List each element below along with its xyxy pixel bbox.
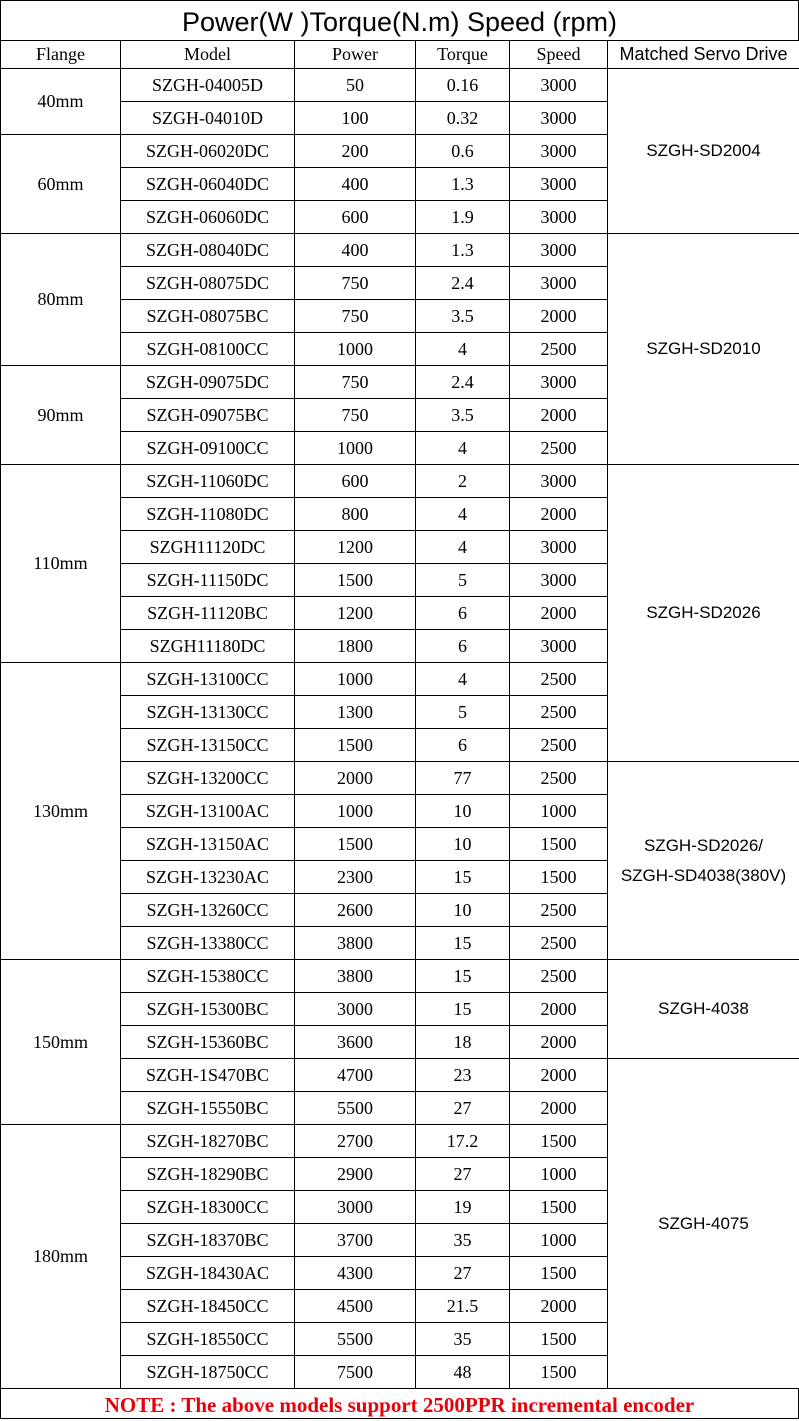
speed-cell: 3000 — [510, 465, 608, 498]
table-row — [1, 762, 799, 795]
power-cell: 5500 — [295, 1092, 416, 1125]
torque-cell: 35 — [416, 1323, 510, 1356]
torque-cell: 18 — [416, 1026, 510, 1059]
flange-cell: 80mm — [1, 234, 121, 366]
torque-cell: 10 — [416, 795, 510, 828]
speed-cell: 3000 — [510, 69, 608, 102]
speed-cell: 3000 — [510, 234, 608, 267]
model-cell: SZGH-15360BC — [121, 1026, 295, 1059]
torque-cell: 15 — [416, 927, 510, 960]
speed-cell: 1500 — [510, 1191, 608, 1224]
matched-drive-cell — [608, 1059, 799, 1389]
speed-cell: 1500 — [510, 1125, 608, 1158]
torque-cell: 15 — [416, 861, 510, 894]
torque-cell: 17.2 — [416, 1125, 510, 1158]
speed-cell: 1500 — [510, 1356, 608, 1389]
power-cell: 3700 — [295, 1224, 416, 1257]
model-cell: SZGH-08040DC — [121, 234, 295, 267]
power-cell: 1500 — [295, 564, 416, 597]
power-cell: 3000 — [295, 993, 416, 1026]
speed-cell: 2000 — [510, 993, 608, 1026]
speed-cell: 3000 — [510, 102, 608, 135]
model-cell: SZGH-13230AC — [121, 861, 295, 894]
speed-cell: 1500 — [510, 861, 608, 894]
model-cell: SZGH-18290BC — [121, 1158, 295, 1191]
header-power: Power — [295, 41, 416, 69]
torque-cell: 19 — [416, 1191, 510, 1224]
torque-cell: 4 — [416, 333, 510, 366]
torque-cell: 10 — [416, 828, 510, 861]
power-cell: 4500 — [295, 1290, 416, 1323]
table-row — [1, 69, 799, 102]
torque-cell: 15 — [416, 993, 510, 1026]
torque-cell: 3.5 — [416, 300, 510, 333]
speed-cell: 2500 — [510, 927, 608, 960]
speed-cell: 2000 — [510, 1290, 608, 1323]
torque-cell: 27 — [416, 1257, 510, 1290]
model-cell: SZGH-1S470BC — [121, 1059, 295, 1092]
torque-cell: 3.5 — [416, 399, 510, 432]
speed-cell: 3000 — [510, 630, 608, 663]
torque-cell: 2.4 — [416, 267, 510, 300]
power-cell: 2000 — [295, 762, 416, 795]
torque-cell: 4 — [416, 663, 510, 696]
torque-cell: 21.5 — [416, 1290, 510, 1323]
speed-cell: 1500 — [510, 1323, 608, 1356]
power-cell: 1000 — [295, 333, 416, 366]
model-cell: SZGH-06040DC — [121, 168, 295, 201]
header-flange: Flange — [1, 41, 121, 69]
model-cell: SZGH-08100CC — [121, 333, 295, 366]
model-cell: SZGH-09075BC — [121, 399, 295, 432]
torque-cell: 4 — [416, 531, 510, 564]
drive-name: SZGH-4038 — [658, 999, 749, 1018]
flange-cell: 60mm — [1, 135, 121, 234]
encoder-note: NOTE : The above models support 2500PPR incremental encoder — [0, 1389, 799, 1419]
speed-cell: 2500 — [510, 663, 608, 696]
power-cell: 1000 — [295, 663, 416, 696]
speed-cell: 3000 — [510, 531, 608, 564]
torque-cell: 48 — [416, 1356, 510, 1389]
speed-cell: 1000 — [510, 1224, 608, 1257]
speed-cell: 3000 — [510, 201, 608, 234]
speed-cell: 2000 — [510, 399, 608, 432]
model-cell: SZGH-18300CC — [121, 1191, 295, 1224]
power-cell: 3000 — [295, 1191, 416, 1224]
torque-cell: 35 — [416, 1224, 510, 1257]
power-cell: 1200 — [295, 531, 416, 564]
drive-name: SZGH-SD2026/ — [644, 836, 763, 855]
power-cell: 750 — [295, 267, 416, 300]
power-cell: 7500 — [295, 1356, 416, 1389]
torque-cell: 0.16 — [416, 69, 510, 102]
model-cell: SZGH-11060DC — [121, 465, 295, 498]
speed-cell: 2500 — [510, 729, 608, 762]
speed-cell: 2000 — [510, 498, 608, 531]
torque-cell: 27 — [416, 1158, 510, 1191]
speed-cell: 2500 — [510, 432, 608, 465]
speed-cell: 3000 — [510, 267, 608, 300]
speed-cell: 1000 — [510, 795, 608, 828]
power-cell: 4300 — [295, 1257, 416, 1290]
model-cell: SZGH-11120BC — [121, 597, 295, 630]
power-cell: 2700 — [295, 1125, 416, 1158]
torque-cell: 4 — [416, 498, 510, 531]
power-cell: 400 — [295, 168, 416, 201]
power-cell: 200 — [295, 135, 416, 168]
power-cell: 3600 — [295, 1026, 416, 1059]
drive-name: SZGH-4075 — [658, 1214, 749, 1233]
model-cell: SZGH-18270BC — [121, 1125, 295, 1158]
torque-cell: 15 — [416, 960, 510, 993]
speed-cell: 2500 — [510, 333, 608, 366]
power-cell: 600 — [295, 465, 416, 498]
power-cell: 2900 — [295, 1158, 416, 1191]
table-row — [1, 465, 799, 498]
model-cell: SZGH-13130CC — [121, 696, 295, 729]
model-cell: SZGH-18450CC — [121, 1290, 295, 1323]
torque-cell: 1.3 — [416, 168, 510, 201]
flange-cell: 130mm — [1, 663, 121, 960]
drive-name: SZGH-SD2010 — [646, 339, 760, 358]
torque-cell: 0.32 — [416, 102, 510, 135]
matched-drive-cell — [608, 762, 799, 960]
table-row — [1, 234, 799, 267]
torque-cell: 77 — [416, 762, 510, 795]
speed-cell: 2000 — [510, 597, 608, 630]
model-cell: SZGH-06060DC — [121, 201, 295, 234]
model-cell: SZGH-13150AC — [121, 828, 295, 861]
power-cell: 100 — [295, 102, 416, 135]
model-cell: SZGH-18430AC — [121, 1257, 295, 1290]
model-cell: SZGH-13200CC — [121, 762, 295, 795]
matched-drive-cell — [608, 234, 799, 465]
power-cell: 3800 — [295, 960, 416, 993]
model-cell: SZGH-04010D — [121, 102, 295, 135]
model-cell: SZGH-18550CC — [121, 1323, 295, 1356]
matched-drive-cell — [608, 69, 799, 234]
speed-cell: 1500 — [510, 828, 608, 861]
model-cell: SZGH-13380CC — [121, 927, 295, 960]
power-cell: 1000 — [295, 432, 416, 465]
model-cell: SZGH-09075DC — [121, 366, 295, 399]
torque-cell: 23 — [416, 1059, 510, 1092]
flange-cell: 150mm — [1, 960, 121, 1125]
model-cell: SZGH-15550BC — [121, 1092, 295, 1125]
power-cell: 750 — [295, 366, 416, 399]
torque-cell: 10 — [416, 894, 510, 927]
model-cell: SZGH-15380CC — [121, 960, 295, 993]
torque-cell: 6 — [416, 729, 510, 762]
flange-cell: 40mm — [1, 69, 121, 135]
torque-cell: 0.6 — [416, 135, 510, 168]
model-cell: SZGH11180DC — [121, 630, 295, 663]
flange-cell: 110mm — [1, 465, 121, 663]
drive-name: SZGH-SD2026 — [646, 603, 760, 622]
speed-cell: 1500 — [510, 1257, 608, 1290]
flange-cell: 180mm — [1, 1125, 121, 1389]
header-drive: Matched Servo Drive — [608, 41, 799, 69]
torque-cell: 1.3 — [416, 234, 510, 267]
header-model: Model — [121, 41, 295, 69]
model-cell: SZGH-13100CC — [121, 663, 295, 696]
header-speed: Speed — [510, 41, 608, 69]
model-cell: SZGH-18750CC — [121, 1356, 295, 1389]
speed-cell: 3000 — [510, 366, 608, 399]
torque-cell: 6 — [416, 597, 510, 630]
power-cell: 1000 — [295, 795, 416, 828]
flange-cell: 90mm — [1, 366, 121, 465]
torque-cell: 5 — [416, 696, 510, 729]
header-torque: Torque — [416, 41, 510, 69]
power-cell: 50 — [295, 69, 416, 102]
power-cell: 4700 — [295, 1059, 416, 1092]
power-cell: 2300 — [295, 861, 416, 894]
speed-cell: 3000 — [510, 135, 608, 168]
power-cell: 3800 — [295, 927, 416, 960]
speed-cell: 2500 — [510, 894, 608, 927]
speed-cell: 2500 — [510, 960, 608, 993]
power-cell: 1500 — [295, 729, 416, 762]
model-cell: SZGH-09100CC — [121, 432, 295, 465]
torque-cell: 1.9 — [416, 201, 510, 234]
power-cell: 400 — [295, 234, 416, 267]
torque-cell: 2.4 — [416, 366, 510, 399]
matched-drive-cell — [608, 465, 799, 762]
power-cell: 1300 — [295, 696, 416, 729]
speed-cell: 2500 — [510, 762, 608, 795]
speed-cell: 3000 — [510, 168, 608, 201]
power-cell: 750 — [295, 399, 416, 432]
model-cell: SZGH-13150CC — [121, 729, 295, 762]
model-cell: SZGH-11150DC — [121, 564, 295, 597]
table-row — [1, 960, 799, 993]
speed-cell: 3000 — [510, 564, 608, 597]
drive-name: SZGH-SD2004 — [646, 141, 760, 160]
speed-cell: 2000 — [510, 1092, 608, 1125]
torque-cell: 6 — [416, 630, 510, 663]
power-cell: 750 — [295, 300, 416, 333]
torque-cell: 2 — [416, 465, 510, 498]
torque-cell: 5 — [416, 564, 510, 597]
model-cell: SZGH-13260CC — [121, 894, 295, 927]
page-title: Power(W )Torque(N.m) Speed (rpm) — [0, 0, 799, 41]
table-row — [1, 1059, 799, 1092]
power-cell: 1500 — [295, 828, 416, 861]
power-cell: 1200 — [295, 597, 416, 630]
model-cell: SZGH-08075BC — [121, 300, 295, 333]
speed-cell: 2000 — [510, 300, 608, 333]
matched-drive-cell — [608, 960, 799, 1059]
power-cell: 2600 — [295, 894, 416, 927]
model-cell: SZGH-15300BC — [121, 993, 295, 1026]
torque-cell: 4 — [416, 432, 510, 465]
model-cell: SZGH-08075DC — [121, 267, 295, 300]
power-cell: 600 — [295, 201, 416, 234]
model-cell: SZGH-11080DC — [121, 498, 295, 531]
motor-spec-table — [0, 40, 799, 1389]
speed-cell: 2500 — [510, 696, 608, 729]
speed-cell: 2000 — [510, 1059, 608, 1092]
model-cell: SZGH-04005D — [121, 69, 295, 102]
model-cell: SZGH11120DC — [121, 531, 295, 564]
torque-cell: 27 — [416, 1092, 510, 1125]
power-cell: 1800 — [295, 630, 416, 663]
model-cell: SZGH-18370BC — [121, 1224, 295, 1257]
power-cell: 5500 — [295, 1323, 416, 1356]
header-row — [1, 41, 799, 69]
drive-name: SZGH-SD4038(380V) — [621, 866, 786, 885]
table-body — [1, 69, 799, 1389]
speed-cell: 2000 — [510, 1026, 608, 1059]
model-cell: SZGH-13100AC — [121, 795, 295, 828]
model-cell: SZGH-06020DC — [121, 135, 295, 168]
speed-cell: 1000 — [510, 1158, 608, 1191]
power-cell: 800 — [295, 498, 416, 531]
